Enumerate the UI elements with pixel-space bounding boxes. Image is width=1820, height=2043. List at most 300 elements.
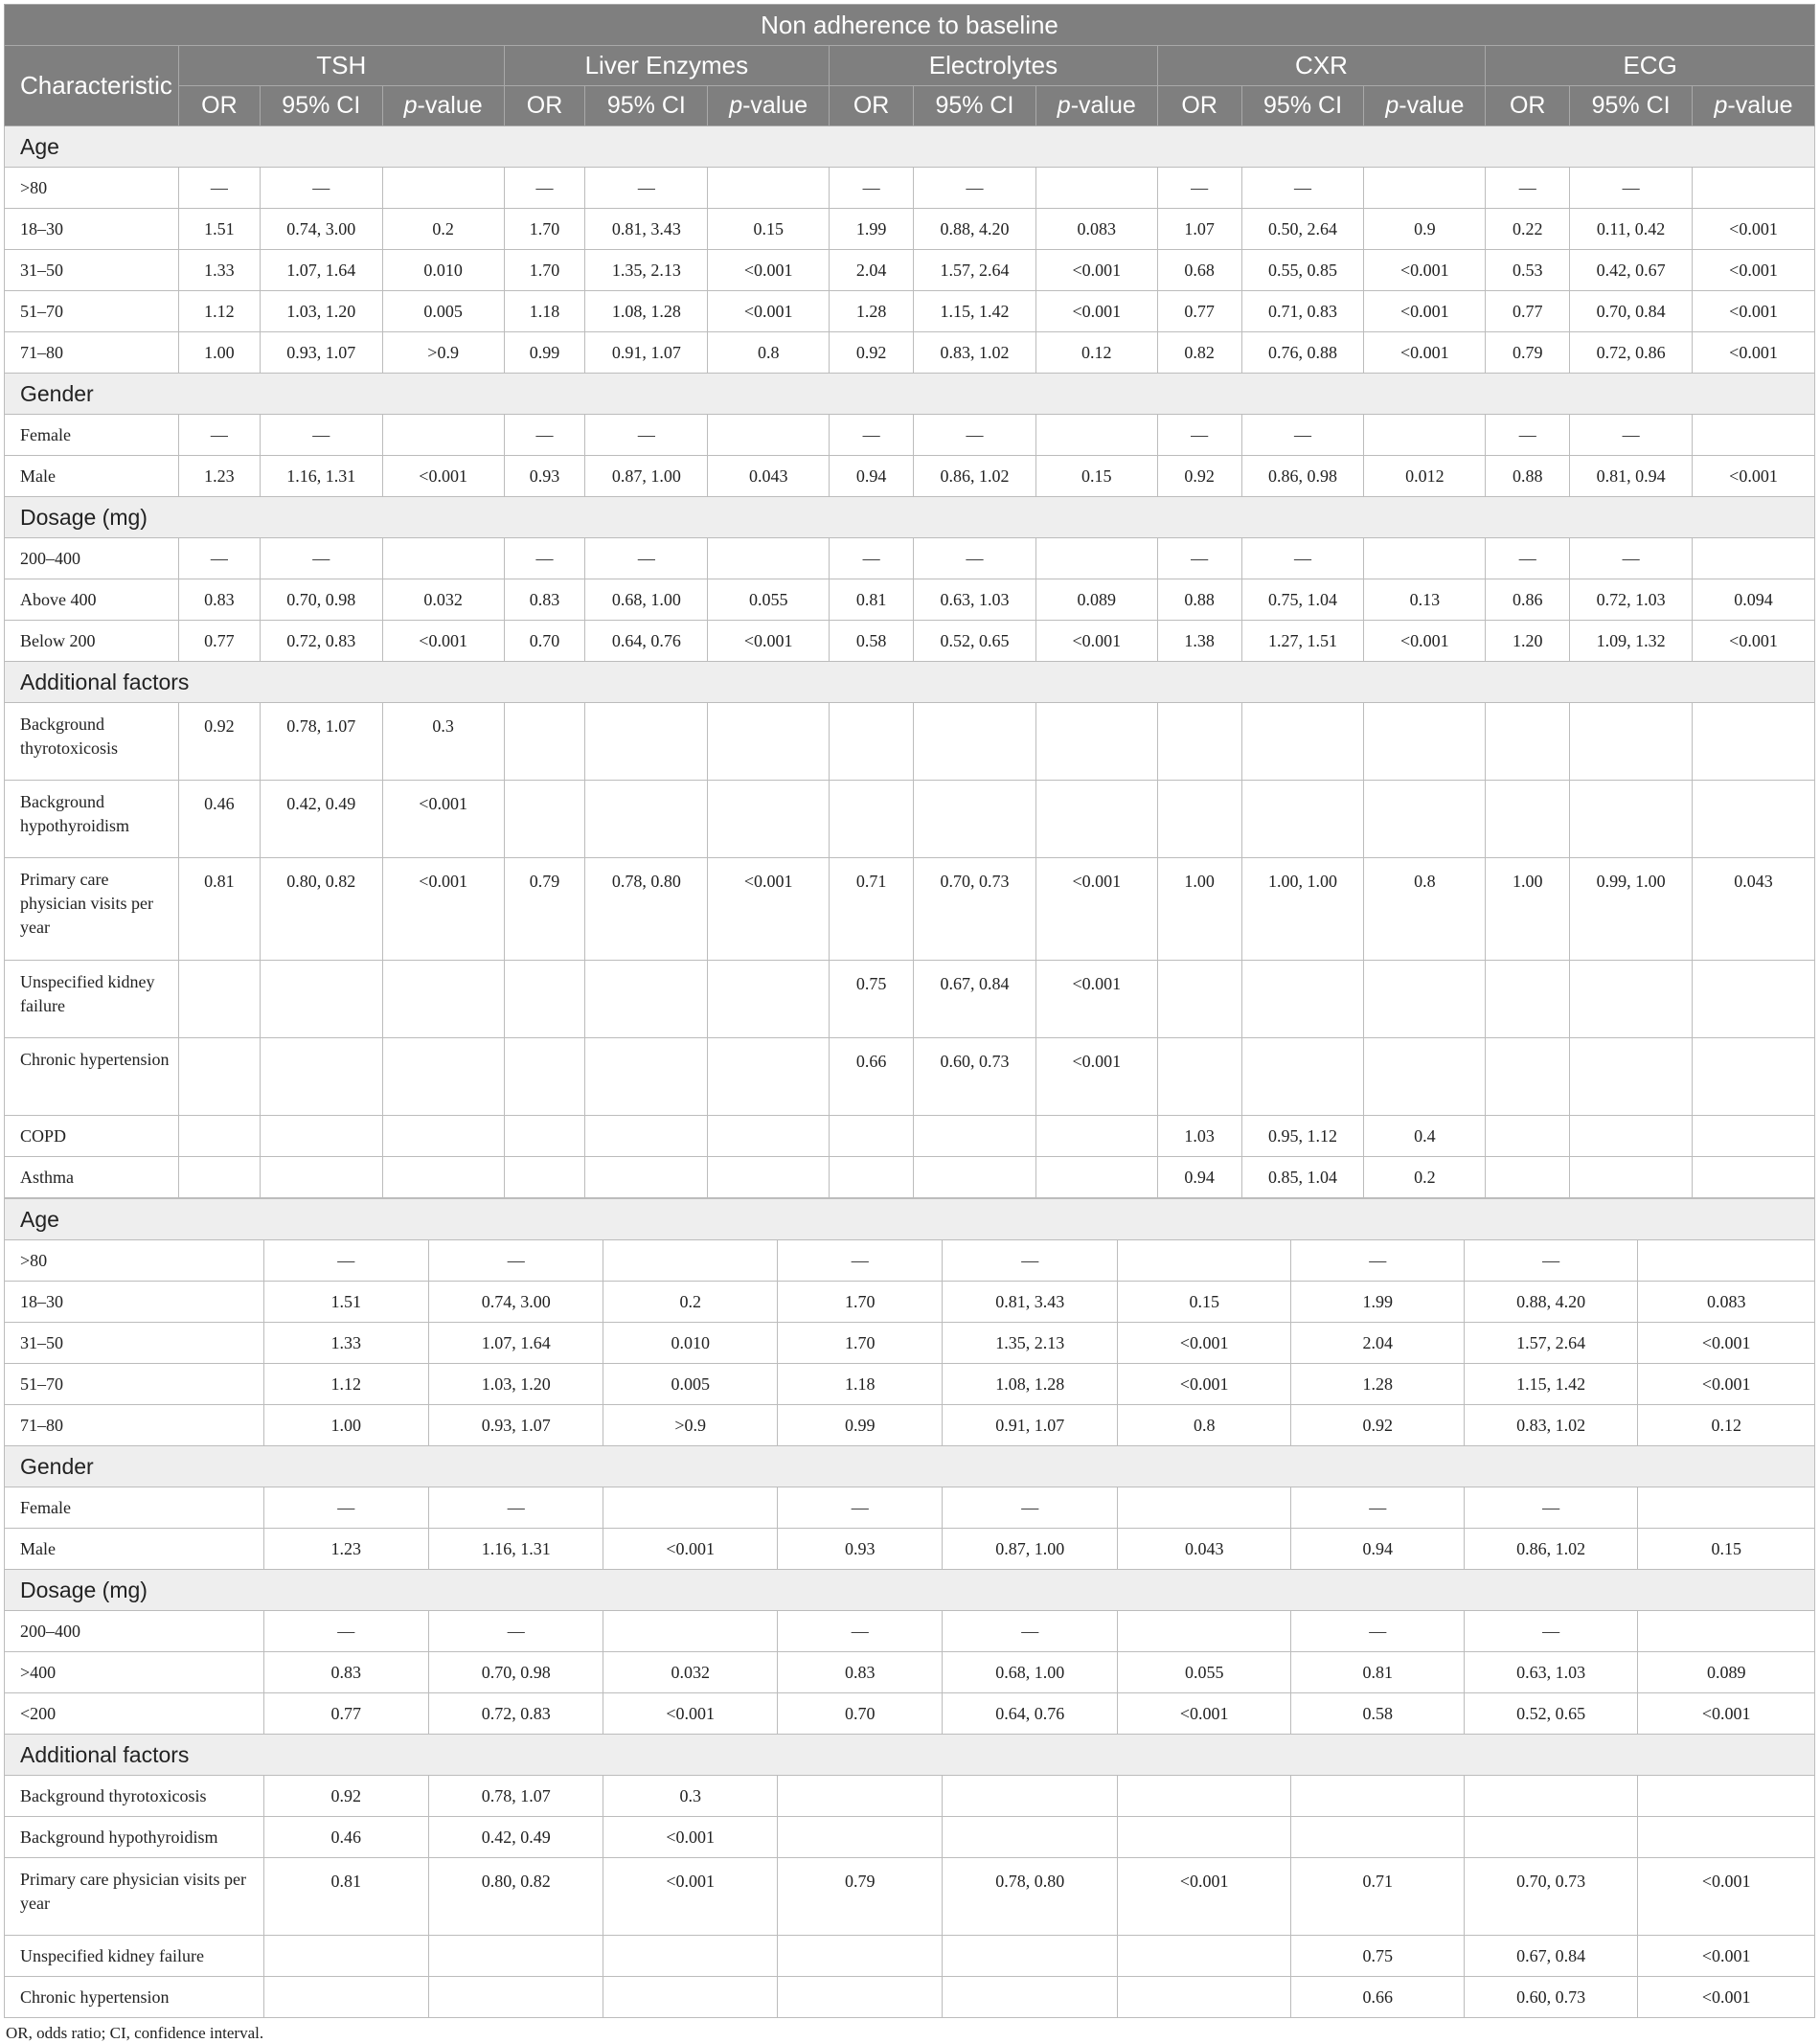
cell-p-value: <0.001 [382, 858, 504, 961]
cell-p-value [708, 781, 830, 858]
cell-or: 0.83 [263, 1652, 428, 1693]
cell-ci [1241, 1038, 1364, 1116]
cell-p-value [1693, 168, 1815, 209]
cell-ci: 1.03, 1.20 [428, 1364, 603, 1405]
cell-p-value: 0.4 [1364, 1116, 1486, 1157]
group-header-liver-enzymes: Liver Enzymes [504, 46, 830, 86]
cell-ci [585, 1038, 708, 1116]
table-row [5, 209, 1815, 250]
cell-p-value [1117, 1977, 1291, 2018]
cell-ci: 1.16, 1.31 [428, 1529, 603, 1570]
cell-or: 0.92 [263, 1776, 428, 1817]
cell-ci [1464, 1817, 1637, 1858]
cell-or [1486, 1116, 1570, 1157]
cell-or: 0.92 [830, 332, 914, 374]
table-row [5, 579, 1815, 621]
row-label: Background hypothyroidism [5, 1817, 264, 1858]
cell-p-value [1693, 415, 1815, 456]
cell-or: 1.51 [178, 209, 260, 250]
cell-ci: 0.75, 1.04 [1241, 579, 1364, 621]
cell-or: 0.94 [1291, 1529, 1464, 1570]
cell-p-value [1117, 1611, 1291, 1652]
cell-or: — [263, 1487, 428, 1529]
cell-p-value: >0.9 [603, 1405, 778, 1446]
cell-ci [585, 1116, 708, 1157]
cell-or: 1.12 [263, 1364, 428, 1405]
cell-p-value [1364, 961, 1486, 1038]
cell-p-value: <0.001 [1638, 1693, 1815, 1735]
cell-p-value: 0.010 [382, 250, 504, 291]
row-label: 71–80 [5, 1405, 264, 1446]
section-header-row [5, 1199, 1815, 1240]
cell-ci: 1.35, 2.13 [585, 250, 708, 291]
cell-p-value: <0.001 [1035, 1038, 1157, 1116]
table-footnote: OR, odds ratio; CI, confidence interval. [6, 2024, 264, 2042]
cell-or: 0.70 [777, 1693, 942, 1735]
cell-or [830, 781, 914, 858]
cell-or [777, 1817, 942, 1858]
cell-or: 0.58 [1291, 1693, 1464, 1735]
section-title: Age [5, 126, 1815, 168]
cell-or: 1.33 [263, 1323, 428, 1364]
cell-p-value [1638, 1776, 1815, 1817]
cell-ci: 0.80, 0.82 [260, 858, 382, 961]
cell-ci: 0.70, 0.73 [914, 858, 1036, 961]
subheader-electrolytes-ci: 95% CI [914, 86, 1036, 126]
cell-or [504, 1116, 585, 1157]
row-label: Male [5, 456, 179, 497]
section-title: Dosage (mg) [5, 1570, 1815, 1611]
cell-or: 1.70 [504, 250, 585, 291]
cell-ci: 0.70, 0.98 [428, 1652, 603, 1693]
cell-or: — [777, 1487, 942, 1529]
cell-p-value: <0.001 [1638, 1323, 1815, 1364]
cell-or: — [504, 415, 585, 456]
cell-or [1486, 1038, 1570, 1116]
cell-ci: 0.95, 1.12 [1241, 1116, 1364, 1157]
cell-p-value: <0.001 [1638, 1977, 1815, 2018]
cell-p-value [1693, 961, 1815, 1038]
cell-or [263, 1936, 428, 1977]
row-label: Background hypothyroidism [5, 781, 179, 858]
cell-ci: — [585, 538, 708, 579]
cell-or [830, 703, 914, 781]
cell-or: — [504, 168, 585, 209]
cell-or [1486, 961, 1570, 1038]
cell-ci: 0.91, 1.07 [943, 1405, 1117, 1446]
cell-or: — [1291, 1240, 1464, 1282]
cell-or: — [830, 168, 914, 209]
cell-ci: 0.42, 0.49 [428, 1817, 603, 1858]
cell-ci: 0.74, 3.00 [428, 1282, 603, 1323]
row-label: 18–30 [5, 1282, 264, 1323]
cell-or [504, 1038, 585, 1116]
cell-or [504, 703, 585, 781]
cell-or: 2.04 [830, 250, 914, 291]
cell-p-value [708, 1116, 830, 1157]
table-row [5, 1364, 1815, 1405]
cell-or: 0.77 [1157, 291, 1241, 332]
group-header-electrolytes: Electrolytes [830, 46, 1158, 86]
cell-or: 1.00 [1157, 858, 1241, 961]
cell-p-value: 0.15 [1638, 1529, 1815, 1570]
cell-p-value [1117, 1936, 1291, 1977]
cell-ci: 0.76, 0.88 [1241, 332, 1364, 374]
table-row [5, 168, 1815, 209]
table-row [5, 332, 1815, 374]
cell-or [1157, 1038, 1241, 1116]
cell-p-value: 0.005 [382, 291, 504, 332]
cell-p-value: 0.032 [603, 1652, 778, 1693]
cell-p-value: 0.089 [1035, 579, 1157, 621]
cell-or: — [1291, 1611, 1464, 1652]
subheader-cxr-or: OR [1157, 86, 1241, 126]
cell-or: — [777, 1240, 942, 1282]
cell-p-value: <0.001 [1693, 250, 1815, 291]
cell-or [830, 1116, 914, 1157]
cell-ci: 0.99, 1.00 [1570, 858, 1693, 961]
value-suffix: -value [742, 92, 808, 119]
table-row [5, 1323, 1815, 1364]
cell-or: — [830, 538, 914, 579]
section-title: Additional factors [5, 1735, 1815, 1776]
subheader-tsh-p-value [382, 86, 504, 126]
cell-p-value [603, 1240, 778, 1282]
cell-p-value [1638, 1817, 1815, 1858]
cell-or: 0.88 [1486, 456, 1570, 497]
cell-ci: 0.86, 0.98 [1241, 456, 1364, 497]
cell-or [1157, 781, 1241, 858]
cell-p-value: 0.3 [603, 1776, 778, 1817]
cell-ci: 0.87, 1.00 [585, 456, 708, 497]
cell-p-value: <0.001 [1117, 1693, 1291, 1735]
cell-or: 1.23 [178, 456, 260, 497]
cell-p-value [1035, 781, 1157, 858]
subheader-liver-enzymes-or: OR [504, 86, 585, 126]
table-row [5, 291, 1815, 332]
cell-ci: 0.64, 0.76 [943, 1693, 1117, 1735]
cell-ci [585, 703, 708, 781]
results-table [4, 4, 1815, 1198]
cell-p-value [1035, 168, 1157, 209]
cell-ci: 0.72, 1.03 [1570, 579, 1693, 621]
cell-or: 0.92 [1157, 456, 1241, 497]
cell-ci: 0.83, 1.02 [1464, 1405, 1637, 1446]
subheader-cxr-p-value [1364, 86, 1486, 126]
cell-p-value [382, 1157, 504, 1198]
cell-or [777, 1776, 942, 1817]
cell-p-value [1364, 168, 1486, 209]
cell-p-value: 0.005 [603, 1364, 778, 1405]
cell-or: 1.00 [263, 1405, 428, 1446]
cell-p-value: <0.001 [1693, 291, 1815, 332]
cell-or: — [830, 415, 914, 456]
cell-or: 1.51 [263, 1282, 428, 1323]
cell-ci: 1.27, 1.51 [1241, 621, 1364, 662]
cell-p-value: 0.094 [1693, 579, 1815, 621]
cell-ci [585, 961, 708, 1038]
table-row [5, 1405, 1815, 1446]
cell-p-value [1035, 703, 1157, 781]
cell-ci: — [914, 168, 1036, 209]
cell-or: 0.75 [1291, 1936, 1464, 1977]
cell-ci [914, 1157, 1036, 1198]
cell-or: 0.92 [1291, 1405, 1464, 1446]
cell-p-value: <0.001 [1638, 1364, 1815, 1405]
cell-p-value [1035, 1157, 1157, 1198]
cell-p-value: <0.001 [1638, 1858, 1815, 1936]
cell-or [178, 961, 260, 1038]
cell-ci: — [1241, 538, 1364, 579]
cell-ci [943, 1817, 1117, 1858]
cell-ci: 0.87, 1.00 [943, 1529, 1117, 1570]
cell-or: — [777, 1611, 942, 1652]
cell-or: 0.22 [1486, 209, 1570, 250]
cell-p-value: <0.001 [1693, 456, 1815, 497]
cell-ci: 1.08, 1.28 [585, 291, 708, 332]
row-label: 51–70 [5, 291, 179, 332]
cell-ci: 0.78, 1.07 [428, 1776, 603, 1817]
cell-or [178, 1038, 260, 1116]
cell-ci: — [1570, 415, 1693, 456]
cell-p-value [1693, 538, 1815, 579]
table-row [5, 858, 1815, 961]
cell-or: — [178, 415, 260, 456]
subheader-row [5, 86, 1815, 126]
group-header-tsh: TSH [178, 46, 504, 86]
row-label: Female [5, 415, 179, 456]
cell-ci: 0.93, 1.07 [428, 1405, 603, 1446]
cell-or: 0.81 [178, 858, 260, 961]
cell-ci [428, 1936, 603, 1977]
cell-ci: 1.57, 2.64 [1464, 1323, 1637, 1364]
cell-ci [260, 1038, 382, 1116]
cell-ci: — [428, 1240, 603, 1282]
cell-ci [1570, 961, 1693, 1038]
cell-or: 1.12 [178, 291, 260, 332]
cell-ci: — [943, 1240, 1117, 1282]
table-row [5, 961, 1815, 1038]
cell-ci: 0.42, 0.49 [260, 781, 382, 858]
cell-ci [260, 1116, 382, 1157]
cell-or [1157, 961, 1241, 1038]
cell-p-value: <0.001 [1035, 961, 1157, 1038]
cell-ci: 0.63, 1.03 [1464, 1652, 1637, 1693]
cell-ci [585, 1157, 708, 1198]
cell-ci: 0.67, 0.84 [914, 961, 1036, 1038]
cell-or: 0.86 [1486, 579, 1570, 621]
section-header-row [5, 1570, 1815, 1611]
cell-ci: 0.52, 0.65 [914, 621, 1036, 662]
cell-or: 0.75 [830, 961, 914, 1038]
cell-or: 0.46 [263, 1817, 428, 1858]
table-row [5, 1529, 1815, 1570]
cell-ci: 0.60, 0.73 [914, 1038, 1036, 1116]
row-label: 18–30 [5, 209, 179, 250]
cell-ci: 0.93, 1.07 [260, 332, 382, 374]
value-suffix: -value [417, 92, 483, 119]
cell-or [1291, 1776, 1464, 1817]
cell-or: 0.99 [777, 1405, 942, 1446]
cell-or: 0.93 [777, 1529, 942, 1570]
cell-p-value: 0.010 [603, 1323, 778, 1364]
subheader-tsh-or: OR [178, 86, 260, 126]
cell-ci [943, 1936, 1117, 1977]
cell-p-value [382, 1116, 504, 1157]
cell-p-value: <0.001 [1035, 621, 1157, 662]
cell-or: 0.70 [504, 621, 585, 662]
section-title: Gender [5, 374, 1815, 415]
cell-ci: 0.81, 3.43 [585, 209, 708, 250]
row-label: Above 400 [5, 579, 179, 621]
cell-ci [1241, 703, 1364, 781]
cell-ci [1241, 961, 1364, 1038]
subheader-cxr-ci: 95% CI [1241, 86, 1364, 126]
cell-ci: 0.42, 0.67 [1570, 250, 1693, 291]
table-title: Non adherence to baseline [5, 5, 1815, 46]
cell-or: 0.71 [1291, 1858, 1464, 1936]
row-label: Unspecified kidney failure [5, 1936, 264, 1977]
cell-p-value: <0.001 [1035, 250, 1157, 291]
cell-or: 1.18 [777, 1364, 942, 1405]
cell-ci: — [1464, 1487, 1637, 1529]
cell-p-value: <0.001 [603, 1693, 778, 1735]
row-label: 200–400 [5, 1611, 264, 1652]
cell-ci [1570, 1157, 1693, 1198]
cell-p-value [708, 1038, 830, 1116]
row-label: Background thyrotoxicosis [5, 1776, 264, 1817]
cell-p-value: 0.089 [1638, 1652, 1815, 1693]
cell-or [777, 1977, 942, 2018]
cell-or: 0.94 [1157, 1157, 1241, 1198]
row-label: 31–50 [5, 1323, 264, 1364]
cell-p-value [1638, 1611, 1815, 1652]
table-row [5, 456, 1815, 497]
cell-or: 1.07 [1157, 209, 1241, 250]
cell-ci [1241, 781, 1364, 858]
section-header-row [5, 1735, 1815, 1776]
cell-p-value: <0.001 [1364, 250, 1486, 291]
cell-ci: — [260, 168, 382, 209]
cell-p-value: 0.8 [708, 332, 830, 374]
cell-p-value: 0.9 [1364, 209, 1486, 250]
cell-p-value: <0.001 [603, 1858, 778, 1936]
group-header-ecg: ECG [1486, 46, 1815, 86]
row-label: >80 [5, 168, 179, 209]
cell-p-value: <0.001 [382, 621, 504, 662]
cell-ci: 0.70, 0.73 [1464, 1858, 1637, 1936]
cell-p-value [382, 538, 504, 579]
cell-ci: 0.72, 0.83 [260, 621, 382, 662]
cell-p-value [1364, 538, 1486, 579]
cell-or: 1.00 [1486, 858, 1570, 961]
cell-p-value [603, 1487, 778, 1529]
cell-or: 0.83 [178, 579, 260, 621]
cell-or [178, 1116, 260, 1157]
table-row [5, 1116, 1815, 1157]
cell-or [504, 1157, 585, 1198]
cell-p-value [1693, 1157, 1815, 1198]
cell-p-value: <0.001 [1364, 291, 1486, 332]
subheader-electrolytes-or: OR [830, 86, 914, 126]
cell-ci: 0.91, 1.07 [585, 332, 708, 374]
cell-p-value: 0.8 [1117, 1405, 1291, 1446]
cell-or: 1.99 [830, 209, 914, 250]
cell-ci: 1.07, 1.64 [260, 250, 382, 291]
cell-p-value [1117, 1240, 1291, 1282]
cell-ci: 0.85, 1.04 [1241, 1157, 1364, 1198]
cell-or: 0.93 [504, 456, 585, 497]
table-row [5, 781, 1815, 858]
cell-or: 1.38 [1157, 621, 1241, 662]
cell-ci [260, 961, 382, 1038]
cell-or: 0.77 [1486, 291, 1570, 332]
cell-p-value [382, 168, 504, 209]
cell-or [1157, 703, 1241, 781]
cell-p-value: 0.2 [603, 1282, 778, 1323]
table-row [5, 1611, 1815, 1652]
cell-ci: 0.81, 3.43 [943, 1282, 1117, 1323]
subheader-ecg-ci: 95% CI [1570, 86, 1693, 126]
cell-ci: — [943, 1487, 1117, 1529]
cell-ci: 0.72, 0.83 [428, 1693, 603, 1735]
cell-p-value [708, 538, 830, 579]
cell-ci: — [428, 1487, 603, 1529]
cell-p-value: 0.15 [1035, 456, 1157, 497]
cell-p-value [1117, 1817, 1291, 1858]
cell-or: 0.99 [504, 332, 585, 374]
cell-ci: 0.50, 2.64 [1241, 209, 1364, 250]
cell-p-value [708, 168, 830, 209]
cell-p-value: <0.001 [1117, 1323, 1291, 1364]
cell-p-value: 0.2 [1364, 1157, 1486, 1198]
cell-p-value: 0.032 [382, 579, 504, 621]
section-header-row [5, 497, 1815, 538]
cell-ci: — [1464, 1611, 1637, 1652]
cell-or [777, 1936, 942, 1977]
table-row [5, 703, 1815, 781]
cell-p-value: <0.001 [382, 456, 504, 497]
cell-or: 0.66 [1291, 1977, 1464, 2018]
cell-ci [1570, 1038, 1693, 1116]
cell-or: 0.77 [178, 621, 260, 662]
row-label: 51–70 [5, 1364, 264, 1405]
cell-p-value [1693, 1116, 1815, 1157]
cell-p-value [603, 1977, 778, 2018]
cell-p-value: 0.2 [382, 209, 504, 250]
cell-ci [914, 1116, 1036, 1157]
section-header-row [5, 1446, 1815, 1487]
cell-p-value [1035, 538, 1157, 579]
results-table-2 [4, 1198, 1815, 2018]
cell-or [1486, 703, 1570, 781]
cell-ci: — [428, 1611, 603, 1652]
cell-p-value [603, 1611, 778, 1652]
cell-or: — [1291, 1487, 1464, 1529]
cell-p-value [708, 1157, 830, 1198]
table-row [5, 1693, 1815, 1735]
cell-ci: — [260, 415, 382, 456]
cell-ci: 0.68, 1.00 [943, 1652, 1117, 1693]
cell-p-value: <0.001 [708, 291, 830, 332]
cell-or: — [178, 538, 260, 579]
cell-ci: 0.78, 1.07 [260, 703, 382, 781]
cell-ci: — [260, 538, 382, 579]
section-title: Age [5, 1199, 1815, 1240]
cell-or [504, 781, 585, 858]
row-label: Male [5, 1529, 264, 1570]
cell-p-value [382, 1038, 504, 1116]
